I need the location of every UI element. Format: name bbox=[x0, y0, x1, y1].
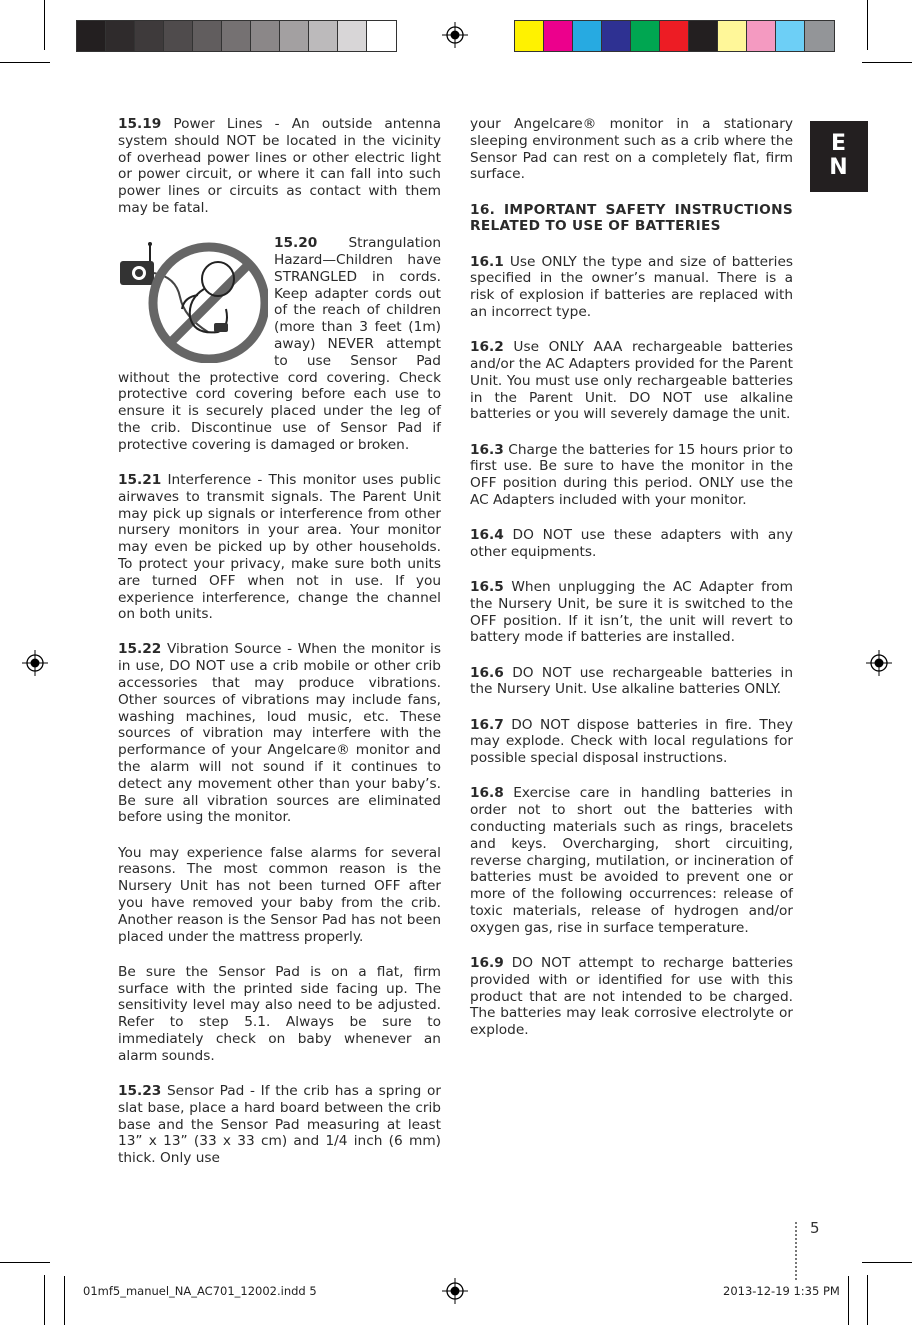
registration-mark-icon bbox=[22, 650, 48, 676]
color-swatch bbox=[338, 21, 367, 51]
section-text: Interference - This monitor uses public airwaves to transmit signals. The Parent Unit may pick up signals or interference from other nursery monitors in your area. Your monitor may even be picked up by other households. To protect your privacy, make sure both units are turned OFF when not in use. If you experience interference, change the channel on both units. bbox=[118, 471, 441, 623]
crop-mark bbox=[44, 0, 45, 50]
section-15-23 bbox=[118, 1083, 441, 1167]
paragraph-text: Be sure the Sensor Pad is on a flat, firm surface with the printed side facing up. The sensitivity level may also need to be adjusted. Refer to step 5.1. Always be sure to immediately check on baby whenever an alarm sounds. bbox=[118, 963, 441, 1064]
battery-instruction-item bbox=[470, 717, 793, 767]
section-text: Exercise care in handling batteries in order not to short out the batteries with conducting materials such as rings, bracelets and keys. Overcharging, short circuiting, reverse charging, mutilation, or incineration of batteries must be avoided to prevent one or more of the following occurrences: release of toxic materials, release of hydrogen and/or oxygen gas, rise in surface temperature. bbox=[470, 785, 793, 936]
section-15-19 bbox=[118, 116, 441, 217]
section-number: 15.23 bbox=[118, 1082, 162, 1099]
color-swatch bbox=[602, 21, 631, 51]
no-cord-figure bbox=[118, 237, 268, 363]
slug-timestamp: 2013-12-19 1:35 PM bbox=[723, 1284, 840, 1298]
section-number: 16.3 bbox=[470, 441, 504, 458]
color-swatch bbox=[573, 21, 602, 51]
grayscale-color-bar bbox=[76, 20, 397, 52]
section-number: 16.8 bbox=[470, 785, 504, 802]
section-text: Use ONLY the type and size of batteries specified in the owner’s manual. There is a risk of explosion if batteries are replaced with an incorrect type. bbox=[470, 253, 793, 320]
color-swatch bbox=[515, 21, 544, 51]
paragraph-continued bbox=[470, 116, 793, 183]
section-number: 16.5 bbox=[470, 579, 504, 596]
section-number: 16.2 bbox=[470, 339, 504, 356]
color-swatch bbox=[747, 21, 776, 51]
section-number: 16.6 bbox=[470, 664, 504, 681]
slug-file-name: 01mf5_manuel_NA_AC701_12002.indd 5 bbox=[83, 1284, 317, 1298]
section-text: Charge the batteries for 15 hours prior to first use. Be sure to have the monitor in the OFF position during this period. ONLY use the AC Adapters included with your monitor. bbox=[470, 441, 793, 508]
color-swatch bbox=[660, 21, 689, 51]
process-color-bar bbox=[514, 20, 835, 52]
color-swatch bbox=[193, 21, 222, 51]
paragraph-false-alarms bbox=[118, 845, 441, 946]
color-swatch bbox=[776, 21, 805, 51]
section-text: Vibration Source - When the monitor is in use, DO NOT use a crib mobile or other crib accessories that may produce vibrations. Other sources of vibrations may include fans, washing machines, loud music, etc. These sources of vibration may interfere with the performance of your Angelcare® monitor and the alarm will not sound if it continues to detect any movement other than your baby’s. Be sure all vibration sources are eliminated before using the monitor. bbox=[118, 641, 441, 826]
section-heading: 16. IMPORTANT SAFETY INSTRUCTIONS RELATED TO USE OF BATTERIES bbox=[470, 201, 793, 235]
section-text: Sensor Pad - If the crib has a spring or slat base, place a hard board between the crib base and the Sensor Pad measuring at least 13” x 13” (33 x 33 cm) and 1/4 inch (6 mm) thick. Only use bbox=[118, 1082, 441, 1167]
section-text: When unplugging the AC Adapter from the Nursery Unit, be sure it is switched to the OFF position. If it isn’t, the unit will revert to battery mode if batteries are installed. bbox=[470, 579, 793, 646]
language-tab bbox=[810, 121, 868, 192]
strangulation-warning-icon bbox=[118, 237, 268, 363]
color-swatch bbox=[367, 21, 396, 51]
battery-instruction-item bbox=[470, 785, 793, 936]
section-15-21 bbox=[118, 472, 441, 623]
battery-instruction-item bbox=[470, 955, 793, 1039]
right-column bbox=[470, 116, 793, 1057]
paragraph-text: your Angelcare® monitor in a stationary sleeping environment such as a crib where the Sensor Pad can rest on a completely flat, firm surface. bbox=[470, 116, 793, 183]
section-number: 16.9 bbox=[470, 954, 504, 971]
crop-mark bbox=[44, 1275, 45, 1325]
section-text: Strangulation Hazard—Children have STRANGLED in cords. Keep adapter cords out of the reach of children (more than 3 feet (1m) away) NEVER attempt to use Sensor Pad without the protective cord covering. Check protective cord covering before each use to ensure it is securely placed under the leg of the crib. Discontinue use of Sensor Pad if protective covering is damaged or broken. bbox=[118, 235, 441, 453]
section-text: DO NOT use rechargeable batteries in the Nursery Unit. Use alkaline batteries ONLY. bbox=[470, 664, 793, 698]
page-number-rule bbox=[795, 1222, 797, 1280]
battery-instructions-list bbox=[470, 254, 793, 1039]
battery-instruction-item bbox=[470, 254, 793, 321]
crop-mark bbox=[862, 1262, 912, 1263]
left-column bbox=[118, 116, 441, 1185]
section-text: Use ONLY AAA rechargeable batteries and/or the AC Adapters provided for the Parent Unit. You must use only rechargeable batteries in the Parent Unit. DO NOT use alkaline batteries or you will severely damage the unit. bbox=[470, 339, 793, 423]
section-15-22 bbox=[118, 641, 441, 826]
registration-mark-icon bbox=[442, 22, 468, 48]
section-15-20 bbox=[118, 235, 441, 453]
section-text: DO NOT use these adapters with any other equipments. bbox=[470, 527, 793, 560]
crop-mark bbox=[862, 62, 912, 63]
crop-mark bbox=[867, 1275, 868, 1325]
section-number: 15.19 bbox=[118, 116, 162, 132]
color-swatch bbox=[222, 21, 251, 51]
page-number: 5 bbox=[810, 1219, 820, 1237]
crop-mark bbox=[64, 1276, 65, 1325]
section-number: 15.22 bbox=[118, 641, 162, 658]
crop-mark bbox=[848, 1276, 849, 1325]
crop-mark bbox=[0, 62, 50, 63]
paragraph-sensor-surface bbox=[118, 964, 441, 1065]
section-number: 16.1 bbox=[470, 253, 504, 270]
section-number: 15.21 bbox=[118, 471, 162, 488]
crop-mark bbox=[0, 1262, 50, 1263]
color-swatch bbox=[106, 21, 135, 51]
battery-instruction-item bbox=[470, 442, 793, 509]
color-swatch bbox=[164, 21, 193, 51]
battery-instruction-item bbox=[470, 527, 793, 561]
color-swatch bbox=[718, 21, 747, 51]
color-swatch bbox=[544, 21, 573, 51]
section-text: DO NOT dispose batteries in fire. They may explode. Check with local regulations for possible special disposal instructions. bbox=[470, 716, 793, 767]
color-swatch bbox=[77, 21, 106, 51]
battery-instruction-item bbox=[470, 339, 793, 423]
color-swatch bbox=[251, 21, 280, 51]
section-number: 16.7 bbox=[470, 716, 504, 733]
section-number: 15.20 bbox=[274, 235, 318, 252]
section-text: DO NOT attempt to recharge batteries provided with or identified for use with this product that are not intended to be charged. The batteries may leak corrosive electrolyte or explode. bbox=[470, 954, 793, 1039]
section-text: Power Lines - An outside antenna system should NOT be located in the vicinity of overhead power lines or other electric light or power circuit, or where it can fall into such power lines or circuits as contact with them may be fatal. bbox=[118, 116, 441, 216]
paragraph-text: You may experience false alarms for several reasons. The most common reason is the Nursery Unit has not been turned OFF after you have removed your baby from the crib. Another reason is the Sensor Pad has not been placed under the mattress properly. bbox=[118, 844, 441, 945]
color-swatch bbox=[280, 21, 309, 51]
registration-mark-icon bbox=[866, 650, 892, 676]
color-swatch bbox=[805, 21, 834, 51]
language-tab-label: EN bbox=[829, 131, 849, 180]
color-swatch bbox=[631, 21, 660, 51]
color-swatch bbox=[689, 21, 718, 51]
battery-instruction-item bbox=[470, 579, 793, 646]
crop-mark bbox=[867, 0, 868, 50]
registration-mark-icon bbox=[442, 1278, 468, 1304]
color-swatch bbox=[135, 21, 164, 51]
section-number: 16.4 bbox=[470, 527, 504, 544]
battery-instruction-item bbox=[470, 665, 793, 699]
color-swatch bbox=[309, 21, 338, 51]
